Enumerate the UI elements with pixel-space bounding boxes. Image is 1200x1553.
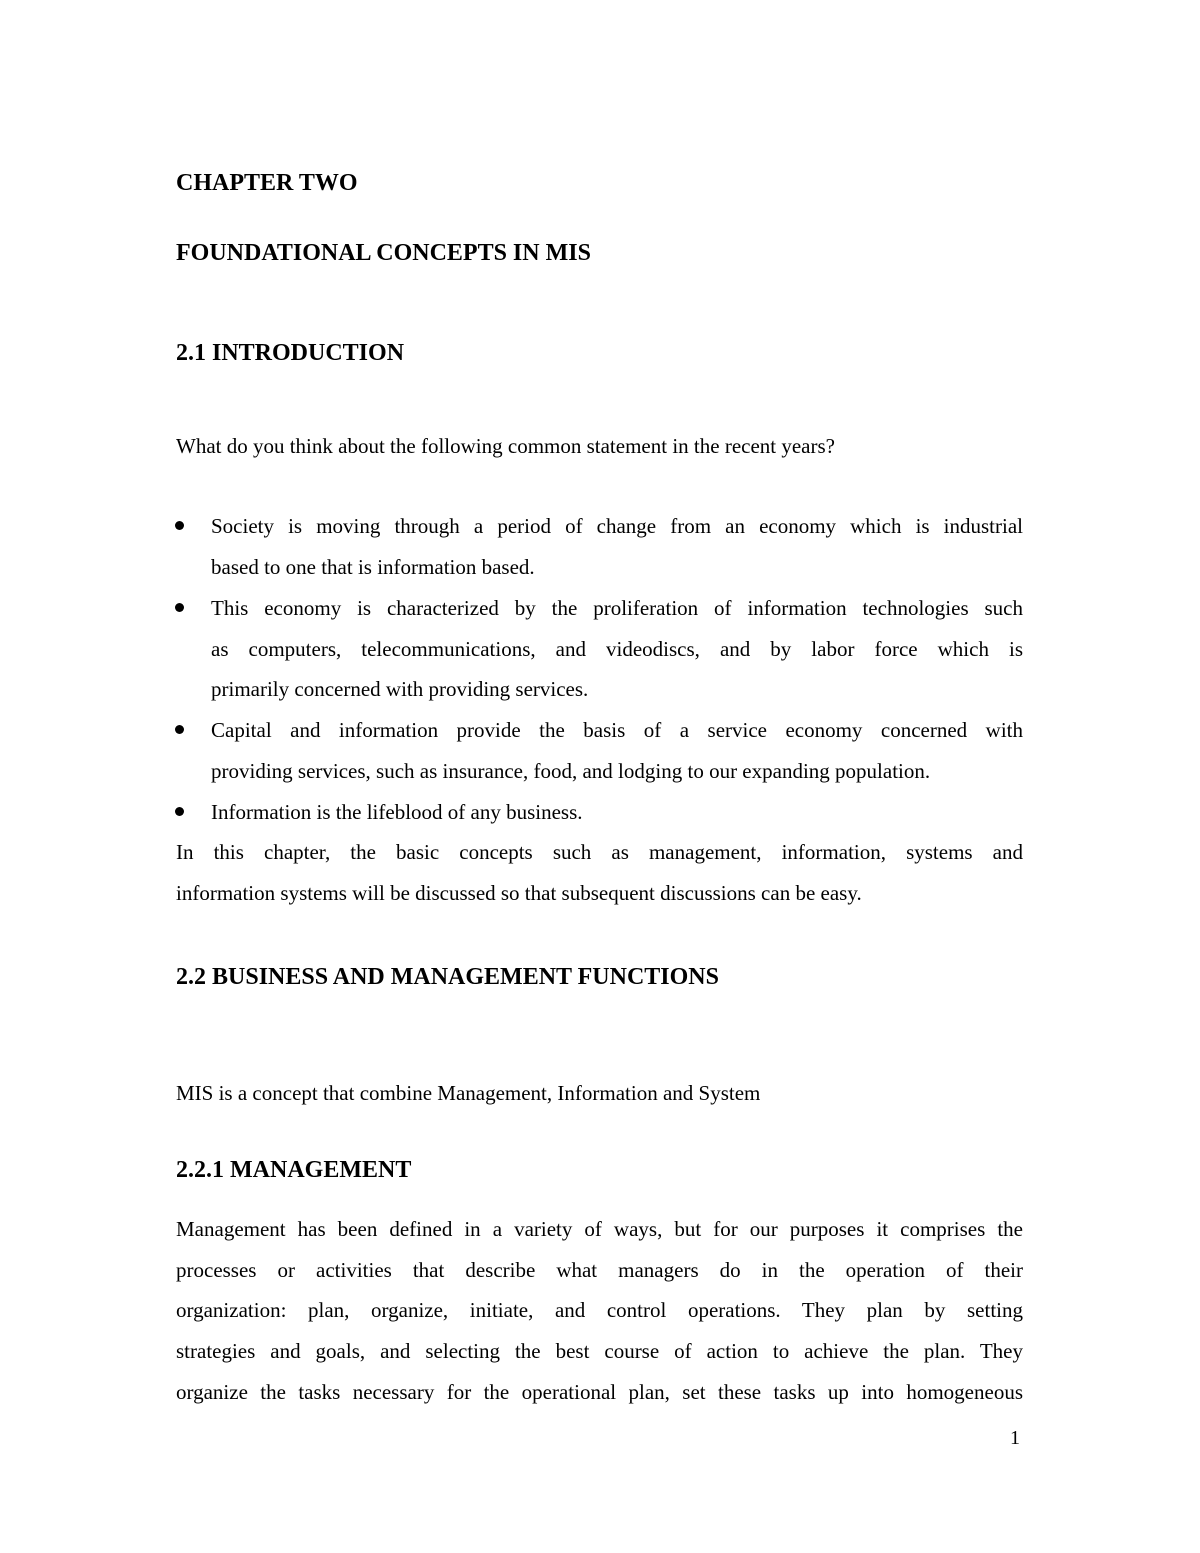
closing-paragraph-line-2: information systems will be discussed so that subsequent discussions can be easy. bbox=[176, 881, 862, 905]
bullet-3-line-2: providing services, such as insurance, food, and lodging to our expanding population. bbox=[211, 759, 931, 783]
bullet-2-line-1: This economy is characterized by the proliferation of information technologies such bbox=[211, 596, 1023, 620]
bullet-dot-icon bbox=[175, 725, 184, 734]
management-paragraph-line-4: strategies and goals, and selecting the best course of action to achieve the plan. They bbox=[176, 1339, 1023, 1363]
closing-paragraph-line-1: In this chapter, the basic concepts such as management, information, systems and bbox=[176, 840, 1023, 864]
bullet-1-line-2: based to one that is information based. bbox=[211, 555, 535, 579]
section-2-2-heading: 2.2 BUSINESS AND MANAGEMENT FUNCTIONS bbox=[176, 964, 719, 990]
management-paragraph-line-1: Management has been defined in a variety of ways, but for our purposes it comprises the bbox=[176, 1217, 1023, 1241]
management-paragraph-line-2: processes or activities that describe what managers do in the operation of their bbox=[176, 1258, 1023, 1282]
chapter-title: FOUNDATIONAL CONCEPTS IN MIS bbox=[176, 240, 591, 266]
bullet-dot-icon bbox=[175, 603, 184, 612]
management-paragraph-line-5: organize the tasks necessary for the operational plan, set these tasks up into homogeneous bbox=[176, 1380, 1023, 1404]
bullet-2-line-2: as computers, telecommunications, and videodiscs, and by labor force which is bbox=[211, 637, 1023, 661]
bullet-dot-icon bbox=[175, 807, 184, 816]
bullet-3-line-1: Capital and information provide the basis of a service economy concerned with bbox=[211, 718, 1023, 742]
bullet-4-line-1: Information is the lifeblood of any business. bbox=[211, 800, 583, 824]
section-2-1-heading: 2.1 INTRODUCTION bbox=[176, 340, 405, 366]
bullet-2-line-3: primarily concerned with providing services. bbox=[211, 677, 589, 701]
intro-question: What do you think about the following common statement in the recent years? bbox=[176, 434, 835, 458]
bullet-1-line-1: Society is moving through a period of change from an economy which is industrial bbox=[211, 514, 1023, 538]
bullet-dot-icon bbox=[175, 521, 184, 530]
section-2-2-1-heading: 2.2.1 MANAGEMENT bbox=[176, 1157, 412, 1183]
page-number: 1 bbox=[1010, 1427, 1020, 1449]
management-paragraph-line-3: organization: plan, organize, initiate, and control operations. They plan by setting bbox=[176, 1298, 1023, 1322]
section-2-2-intro: MIS is a concept that combine Management, Information and System bbox=[176, 1081, 761, 1105]
chapter-label: CHAPTER TWO bbox=[176, 170, 358, 196]
